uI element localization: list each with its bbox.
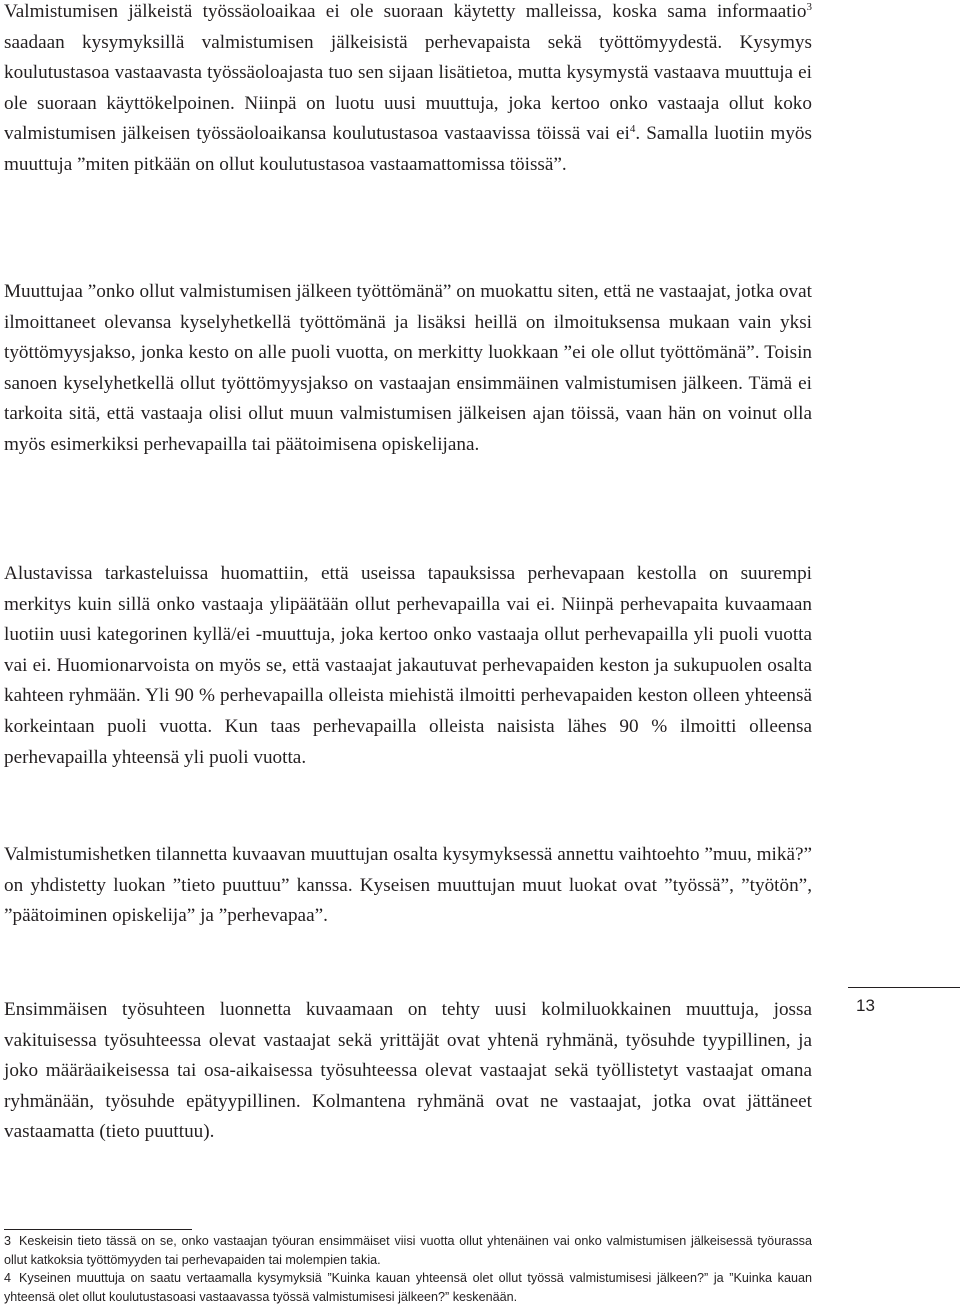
footnote-text: Keskeisin tieto tässä on se, onko vastaajan työuran ensimmäiset viisi vuotta ollut yhtenäinen vai onko valmistumisen jälkeisessä työurassa ollut katkoksia työttömyyden tai perhevapaiden tai molempien takia. <box>4 1234 812 1267</box>
paragraph-1-text-a: Valmistumisen jälkeistä työssäoloaikaa ei ole suoraan käytetty malleissa, koska sama informaatio <box>4 1 807 22</box>
paragraph-4: Valmistumishetken tilannetta kuvaavan muuttujan osalta kysymyksessä annettu vaihtoehto ”muu, mikä?” on yhdistetty luokan ”tieto puuttuu” kanssa. Kyseisen muuttujan muut luokat ovat ”työssä”, ”työtön”, ”päätoiminen opiskelija” ja ”perhevapaa”. <box>4 844 812 927</box>
footnote-number: 4 <box>4 1271 12 1286</box>
page-number: 13 <box>856 996 875 1015</box>
footnote-text: Kyseinen muuttuja on saatu vertaamalla kysymyksiä ”Kuinka kauan yhteensä olet ollut työssä valmistumisesi jälkeen?” ja ”Kuinka kauan yhteensä olet ollut koulutustasoasi vastaavassa työssä valmistumisesi jälkeen?” keskenään. <box>4 1271 812 1304</box>
paragraph-2: Muuttujaa ”onko ollut valmistumisen jälkeen työttömänä” on muokattu siten, että ne vastaajat, jotka ovat ilmoittaneet olevansa kyselyhetkellä työttömänä ja lisäksi heillä on ilmoituksensa mukaan vain yksi työttömyysjakso, jonka kesto on alle puoli vuotta, on merkitty luokkaan ”ei ole ollut työttömänä”. Toisin sanoen kyselyhetkellä ollut työttömyysjakso on vastaajan ensimmäinen valmistumisen jälkeen. Tämä ei tarkoita sitä, että vastaaja olisi ollut muun valmistumisen jälkeisen ajan töissä, vaan hän on voinut olla myös esimerkiksi perhevapailla tai päätoimisena opiskelijana. <box>4 281 812 455</box>
paragraph-3: Alustavissa tarkasteluissa huomattiin, että useissa tapauksissa perhevapaan kestolla on suurempi merkitys kuin sillä onko vastaaja ylipäätään ollut perhevapailla vai ei. Niinpä perhevapaita kuvaamaan luotiin uusi kategorinen kyllä/ei -muuttuja, joka kertoo onko vastaaja ollut perhevapailla yli puoli vuotta vai ei. Huomionarvoista on myös se, että vastaajat jakautuvat perhevapaiden keston ja sukupuolen osalta kahteen ryhmään. Yli 90 % perhevapailla olleista miehistä ilmoitti perhevapaiden keston olleen yhteensä korkeintaan puoli vuotta. Kun taas perhevapailla olleista naisista lähes 90 % ilmoitti olleensa perhevapailla yhteensä yli puoli vuotta. <box>4 563 812 768</box>
footnote-separator <box>4 1229 192 1230</box>
footnote-ref-4: 4 <box>629 123 636 136</box>
footnote <box>4 1269 812 1306</box>
paragraph-5: Ensimmäisen työsuhteen luonnetta kuvaamaan on tehty uusi kolmiluokkainen muuttuja, jossa vakituisessa työsuhteessa olevat vastaajat sekä yrittäjät ovat yhtenä ryhmänä, työsuhde tyypillinen, ja joko määräaikeisessa tai osa-aikaisessa työsuhteessa olevat vastaajat sekä työllistetyt vastaajat omana ryhmänään, työsuhde epätyypillinen. Kolmantena ryhmänä ovat ne vastaajat, jotka ovat jättäneet vastaamatta (tieto puuttuu). <box>4 999 812 1143</box>
footnote-number: 3 <box>4 1234 12 1248</box>
paragraph-1-text-c: . Samalla luotiin myös muuttuja ”miten pitkään on ollut koulutustasoa vastaamattomissa töissä”. <box>4 123 812 175</box>
paragraph-1 <box>4 0 812 181</box>
footnote-ref-3: 3 <box>806 1 812 13</box>
paragraph-1-text-b: saadaan kysymyksillä valmistumisen jälkeisistä perhevapaista sekä työttömyydestä. Kysymys koulutustasoa vastaavasta työssäoloajasta tuo sen sijaan lisätietoa, mutta kysymystä vastaava muuttuja ei ole suoraan käyttökelpoinen. Niinpä on luotu uusi muuttuja, joka kertoo onko vastaaja ollut koko valmistumisen jälkeisen työssäoloaikansa koulutustasoa vastaavissa töissä vai ei <box>4 31 812 145</box>
footnotes <box>4 1232 812 1306</box>
page-number-rule <box>848 987 960 988</box>
footnote <box>4 1232 812 1269</box>
